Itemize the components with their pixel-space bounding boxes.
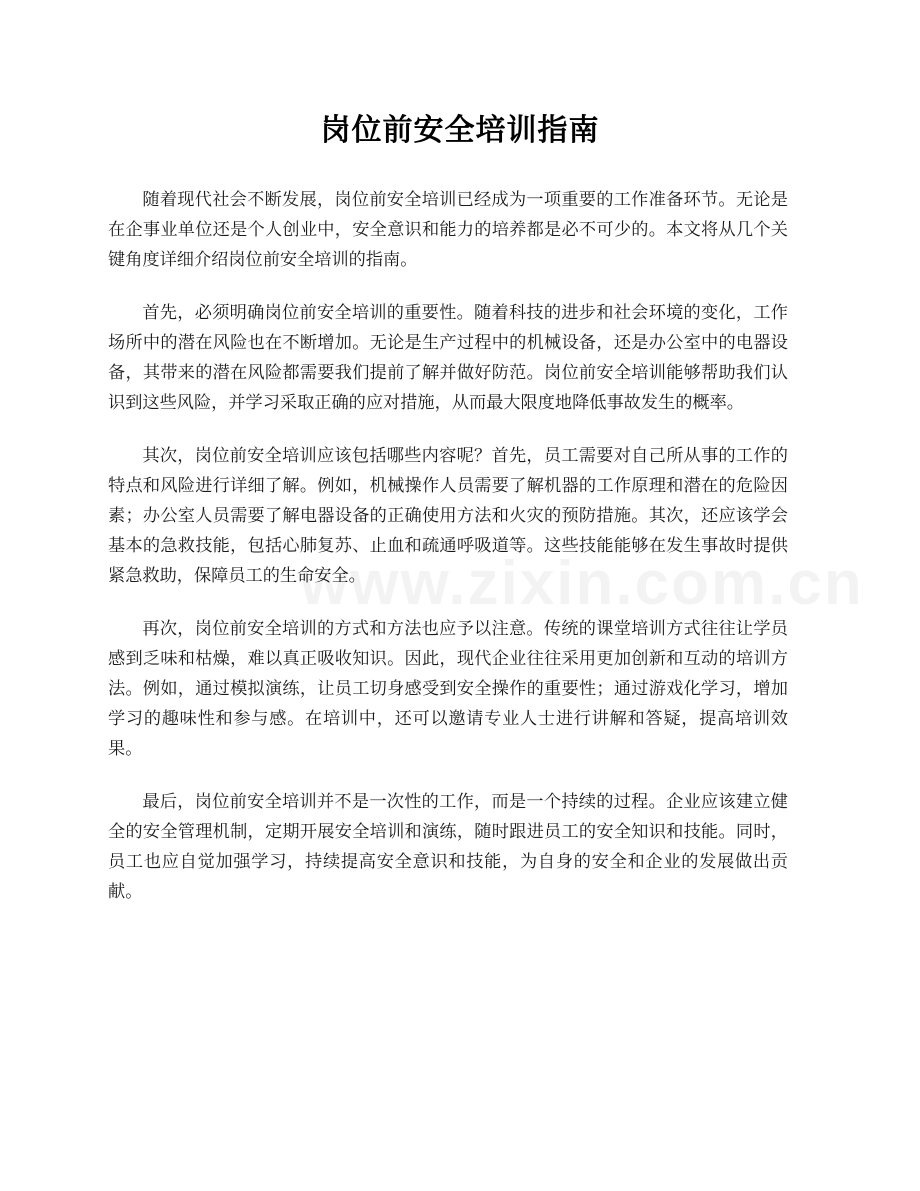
document-title: 岗位前安全培训指南 — [320, 113, 600, 148]
document-body — [108, 185, 788, 930]
paragraph-content: 其次，岗位前安全培训应该包括哪些内容呢？首先，员工需要对自己所从事的工作的特点和风险进行详细了解。例如，机械操作人员需要了解机器的工作原理和潜在的危险因素；办公室人员需要了解电器设备的正确使用方法和火灾的预防措施。其次，还应该学会基本的急救技能，包括心肺复苏、止血和疏通呼吸道等。这些技能能够在发生事故时提供紧急救助，保障员工的生命安全。 — [108, 446, 788, 586]
paragraph-conclusion: 最后，岗位前安全培训并不是一次性的工作，而是一个持续的过程。企业应该建立健全的安全管理机制，定期开展安全培训和演练，随时跟进员工的安全知识和技能。同时，员工也应自觉加强学习，持续提高安全意识和技能，为自身的安全和企业的发展做出贡献。 — [108, 792, 788, 902]
paragraph-intro: 随着现代社会不断发展，岗位前安全培训已经成为一项重要的工作准备环节。无论是在企事业单位还是个人创业中，安全意识和能力的培养都是必不可少的。本文将从几个关键角度详细介绍岗位前安全培训的指南。 — [108, 190, 788, 270]
paragraph-methods: 再次，岗位前安全培训的方式和方法也应予以注意。传统的课堂培训方式往往让学员感到乏味和枯燥，难以真正吸收知识。因此，现代企业往往采用更加创新和互动的培训方法。例如，通过模拟演练，让员工切身感受到安全操作的重要性；通过游戏化学习，增加学习的趣味性和参与感。在培训中，还可以邀请专业人士进行讲解和答疑，提高培训效果。 — [108, 619, 788, 759]
paragraph-importance: 首先，必须明确岗位前安全培训的重要性。随着科技的进步和社会环境的变化，工作场所中的潜在风险也在不断增加。无论是生产过程中的机械设备，还是办公室中的电器设备，其带来的潜在风险都需要我们提前了解并做好防范。岗位前安全培训能够帮助我们认识到这些风险，并学习采取正确的应对措施，从而最大限度地降低事故发生的概率。 — [108, 303, 788, 413]
